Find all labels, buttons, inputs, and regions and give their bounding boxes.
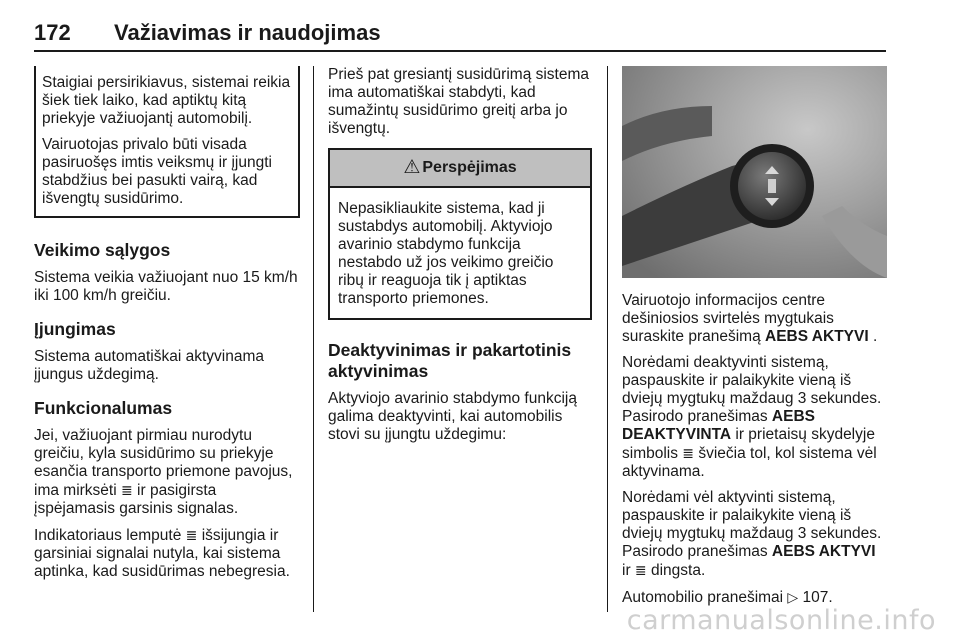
right-paragraph-1: Vairuotojo informacijos centre dešiniosios svirtelės mygtukais suraskite pranešimą AEBS AKTYVI . <box>622 292 878 345</box>
note-paragraph-2: Vairuotojas privalo būti visada pasiruošęs imtis veiksmų ir įjungti stabdžius bei pasukti vairą, kad išvengtų susidūrimo. <box>42 136 272 207</box>
column-divider-left <box>313 66 314 612</box>
watermark: carmanualsonline.info <box>626 605 936 636</box>
deactivation-text: Aktyviojo avarinio stabdymo funkciją galima deaktyvinti, kai automobilis stovi su įjungtu uždegimu: <box>328 390 577 443</box>
page-reference-link[interactable]: 107. <box>802 589 833 606</box>
warning-triangle-icon: ⚠ <box>403 157 421 178</box>
right-paragraph-4: Automobilio pranešimai ▷ 107. <box>622 589 833 606</box>
warning-box <box>328 148 592 320</box>
warning-body: Nepasikliaukite sistema, kad ji sustabdys automobilį. Aktyviojo avarinio stabdymo funkcija nestabdo už jos veikimo greičio ribų ir reaguoja tik į aptiktas transporto priemones. <box>338 200 554 307</box>
heading-activation: Įjungimas <box>34 319 116 339</box>
forward-collision-icon: ≣ <box>682 445 695 461</box>
column-right <box>622 66 887 615</box>
message-aebs-deactivated: AEBS DEAKTYVINTA <box>622 408 815 443</box>
function-paragraph-2: Indikatoriaus lemputė ≣ išsijungia ir garsiniai signalai nutyla, kai sistema aptinka, kad susidūrimas nebegresia. <box>34 527 290 580</box>
page-title: Važiavimas ir naudojimas <box>114 20 381 45</box>
stalk-illustration <box>622 66 887 278</box>
warning-title: Perspėjimas <box>422 159 517 176</box>
message-aebs-active: AEBS AKTYVI <box>771 543 876 560</box>
message-aebs-active: AEBS AKTYVI <box>765 328 869 345</box>
activation-text: Sistema automatiškai aktyvinama įjungus uždegimą. <box>34 348 265 383</box>
conditions-text: Sistema veikia važiuojant nuo 15 km/h iki 100 km/h greičiu. <box>34 269 298 304</box>
steering-stalk-photo <box>622 66 887 278</box>
page-reference-icon: ▷ <box>787 589 799 605</box>
forward-collision-icon: ≣ <box>120 482 133 498</box>
forward-collision-icon: ≣ <box>185 527 198 543</box>
page-header <box>34 20 886 52</box>
right-paragraph-2: Norėdami deaktyvinti sistemą, paspauskite ir palaikykite vieną iš dviejų mygtukų maždaug 3 sekundes. Pasirodo pranešimas AEBS DEAKTYVINTA ir prietaisų skydelyje simbolis ≣ šviečia tol, kol sistema vėl aktyvinama. <box>622 354 882 480</box>
column-middle <box>328 66 592 452</box>
header-divider <box>34 50 886 52</box>
column-divider-right <box>607 66 608 612</box>
right-paragraph-3: Norėdami vėl aktyvinti sistemą, paspauskite ir palaikykite vieną iš dviejų mygtukų maždaug 3 sekundes. Pasirodo pranešimas AEBS AKTYVI ir ≣ dingsta. <box>622 489 882 579</box>
forward-collision-icon: ≣ <box>634 562 647 578</box>
note-box <box>34 66 300 218</box>
warning-header <box>330 150 590 188</box>
function-paragraph-1: Jei, važiuojant pirmiau nurodytu greičiu, kyla susidūrimo su priekyje esančia transporto priemone pavojus, ima mirksėti ≣ ir pasigirsta įspėjamasis garsinis signalas. <box>34 427 293 517</box>
heading-operating-conditions: Veikimo sąlygos <box>34 240 171 260</box>
page-number: 172 <box>34 20 71 45</box>
note-paragraph-1: Staigiai persirikiavus, sistemai reikia šiek tiek laiko, kad aptiktų kitą priekyje važiuojantį automobilį. <box>42 74 291 127</box>
heading-deactivation: Deaktyvinimas ir pakartotinis aktyvinimas <box>328 340 572 381</box>
column-left <box>34 66 300 589</box>
intro-text: Prieš pat gresiantį susidūrimą sistema ima automatiškai stabdyti, kad sumažintų susidūrimo greitį arba jo išvengtų. <box>328 66 590 137</box>
heading-functionality: Funkcionalumas <box>34 398 173 418</box>
